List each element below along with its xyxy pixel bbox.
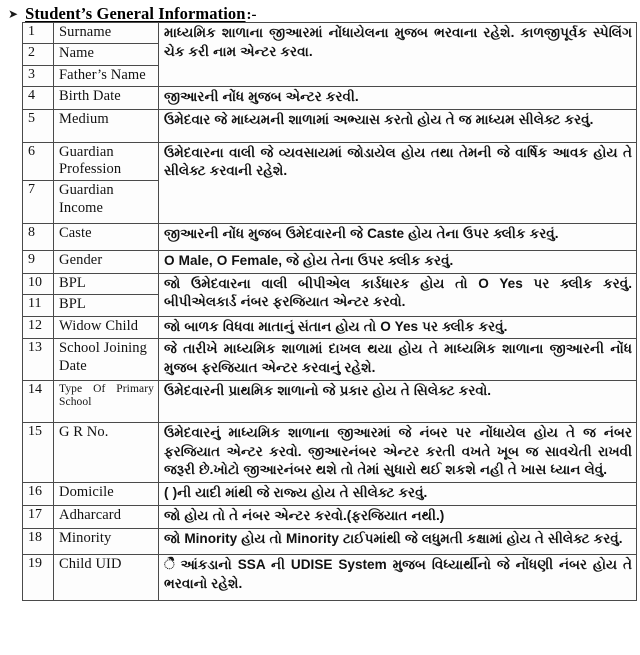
row-number: 12 (23, 316, 54, 339)
row-number: 10 (23, 273, 54, 294)
table-row (23, 339, 637, 381)
row-description: જો ઉમેદવારના વાલી બીપીએલ કાર્ડધારક હોય તો O Yes પર ક્લીક કરવું. બીપીએલકાર્ડ નંબર ફરજિયાત એન્ટર કરવો. (159, 273, 637, 316)
row-description: ેૈ આંકડાનો SSA ની UDISE System મુજબ વિધ્યાર્થીનો જે નોંધણી નંબર હોય તે ભરવાનો રહેશે. (159, 555, 637, 601)
row-description: ઉમેદવારના વાલી જે વ્યવસાયમાં જોડાયેલ હોય તથા તેમની જે વાર્ષિક આવક હોય તે સીલેક્ટ કરવાની રહેશે. (159, 142, 637, 224)
row-label: Caste (54, 224, 159, 251)
row-number: 5 (23, 109, 54, 142)
row-description: O Male, O Female, જે હોય તેના ઉપર ક્લીક કરવું. (159, 250, 637, 273)
row-number: 4 (23, 87, 54, 110)
table-row (23, 555, 637, 601)
row-description: જો બાળક વિધવા માતાનું સંતાન હોય તો O Yes પર ક્લીક કરવું. (159, 316, 637, 339)
student-information-table-wrap (22, 22, 636, 601)
table-row (23, 422, 637, 482)
table-row (23, 273, 637, 294)
page-heading (0, 0, 640, 22)
table-body (23, 23, 637, 601)
row-label: School Joining Date (54, 339, 159, 381)
row-label: Type Of Primary School (54, 380, 159, 422)
row-description: જીઆરની નોંધ મુજબ ઉમેદવારની જે Caste હોય તેના ઉપર ક્લીક કરવું. (159, 224, 637, 251)
row-description: ઉમેદવાર જે માધ્યમની શાળામાં અભ્યાસ કરતો હોય તે જ માધ્યમ સીલેક્ટ કરવું. (159, 109, 637, 142)
row-number: 11 (23, 295, 54, 316)
row-label: Child UID (54, 555, 159, 601)
table-row (23, 528, 637, 555)
row-description: ઉમેદવારનું માધ્યમિક શાળાના જીઆરમાં જે નંબર પર નોંધાયેલ હોય તે જ નંબર ફરજિયાત એન્ટર કરવો. જીઆરનંબર એન્ટર કરતી વખતે ખૂબ જ સાવચેતી રાખવી જરૂરી છે.ખોટો જીઆરનંબર થશે તો તેમાં સુધારો થઈ શકશે નહી તે ખાસ ધ્યાન લેવું. (159, 422, 637, 482)
row-description: જો Minority હોય તો Minority ટાઈપમાંથી જે લધુમતી કક્ષામાં હોય તે સીલેક્ટ કરવું. (159, 528, 637, 555)
page-title: Student’s General Information (25, 4, 246, 23)
student-information-table (22, 22, 637, 601)
row-number: 1 (23, 23, 54, 44)
row-label: Guardian Income (54, 181, 159, 224)
row-label: Adharcard (54, 505, 159, 528)
row-description: ( )ની યાદી માંથી જે રાજ્ય હોય તે સીલેક્ટ કરવું. (159, 483, 637, 506)
row-number: 8 (23, 224, 54, 251)
table-row (23, 224, 637, 251)
table-row (23, 87, 637, 110)
row-number: 7 (23, 181, 54, 224)
row-number: 2 (23, 44, 54, 65)
row-number: 13 (23, 339, 54, 381)
table-row (23, 380, 637, 422)
row-description: ઉમેદવારની પ્રાથમિક શાળાનો જે પ્રકાર હોય તે સિલેક્ટ કરવો. (159, 380, 637, 422)
row-label: Minority (54, 528, 159, 555)
arrow-bullet-icon: ➤ (8, 7, 19, 21)
row-label: Guardian Profession (54, 142, 159, 181)
row-number: 6 (23, 142, 54, 181)
table-row (23, 505, 637, 528)
row-label: Domicile (54, 483, 159, 506)
row-label: Name (54, 44, 159, 65)
row-label: Birth Date (54, 87, 159, 110)
row-label: Surname (54, 23, 159, 44)
table-row (23, 250, 637, 273)
row-number: 18 (23, 528, 54, 555)
row-label: BPL (54, 273, 159, 294)
table-row (23, 109, 637, 142)
row-description: જીઆરની નોંધ મુજબ એન્ટર કરવી. (159, 87, 637, 110)
row-label: Gender (54, 250, 159, 273)
row-label: Medium (54, 109, 159, 142)
row-label: BPL (54, 295, 159, 316)
page-title-suffix: :- (246, 7, 257, 23)
row-label: Widow Child (54, 316, 159, 339)
table-row (23, 23, 637, 44)
table-row (23, 142, 637, 181)
row-description: જો હોય તો તે નંબર એન્ટર કરવો.(ફરજિયાત નથી.) (159, 505, 637, 528)
row-number: 14 (23, 380, 54, 422)
row-number: 3 (23, 65, 54, 86)
row-label: G R No. (54, 422, 159, 482)
table-row (23, 316, 637, 339)
row-number: 16 (23, 483, 54, 506)
table-row (23, 483, 637, 506)
row-description: જે તારીખે માધ્યમિક શાળામાં દાખલ થયા હોય તે માધ્યમિક શાળાના જીઆરની નોંધ મુજબ ફરજિયાત એન્ટર કરવાનું રહેશે. (159, 339, 637, 381)
row-number: 9 (23, 250, 54, 273)
row-description: માધ્યમિક શાળાના જીઆરમાં નોંધાયેલના મુજબ ભરવાના રહેશે. કાળજીપૂર્વક સ્પેલિંગ ચેક કરી નામ એન્ટર કરવા. (159, 23, 637, 87)
row-number: 19 (23, 555, 54, 601)
row-number: 15 (23, 422, 54, 482)
row-label: Father’s Name (54, 65, 159, 86)
row-number: 17 (23, 505, 54, 528)
